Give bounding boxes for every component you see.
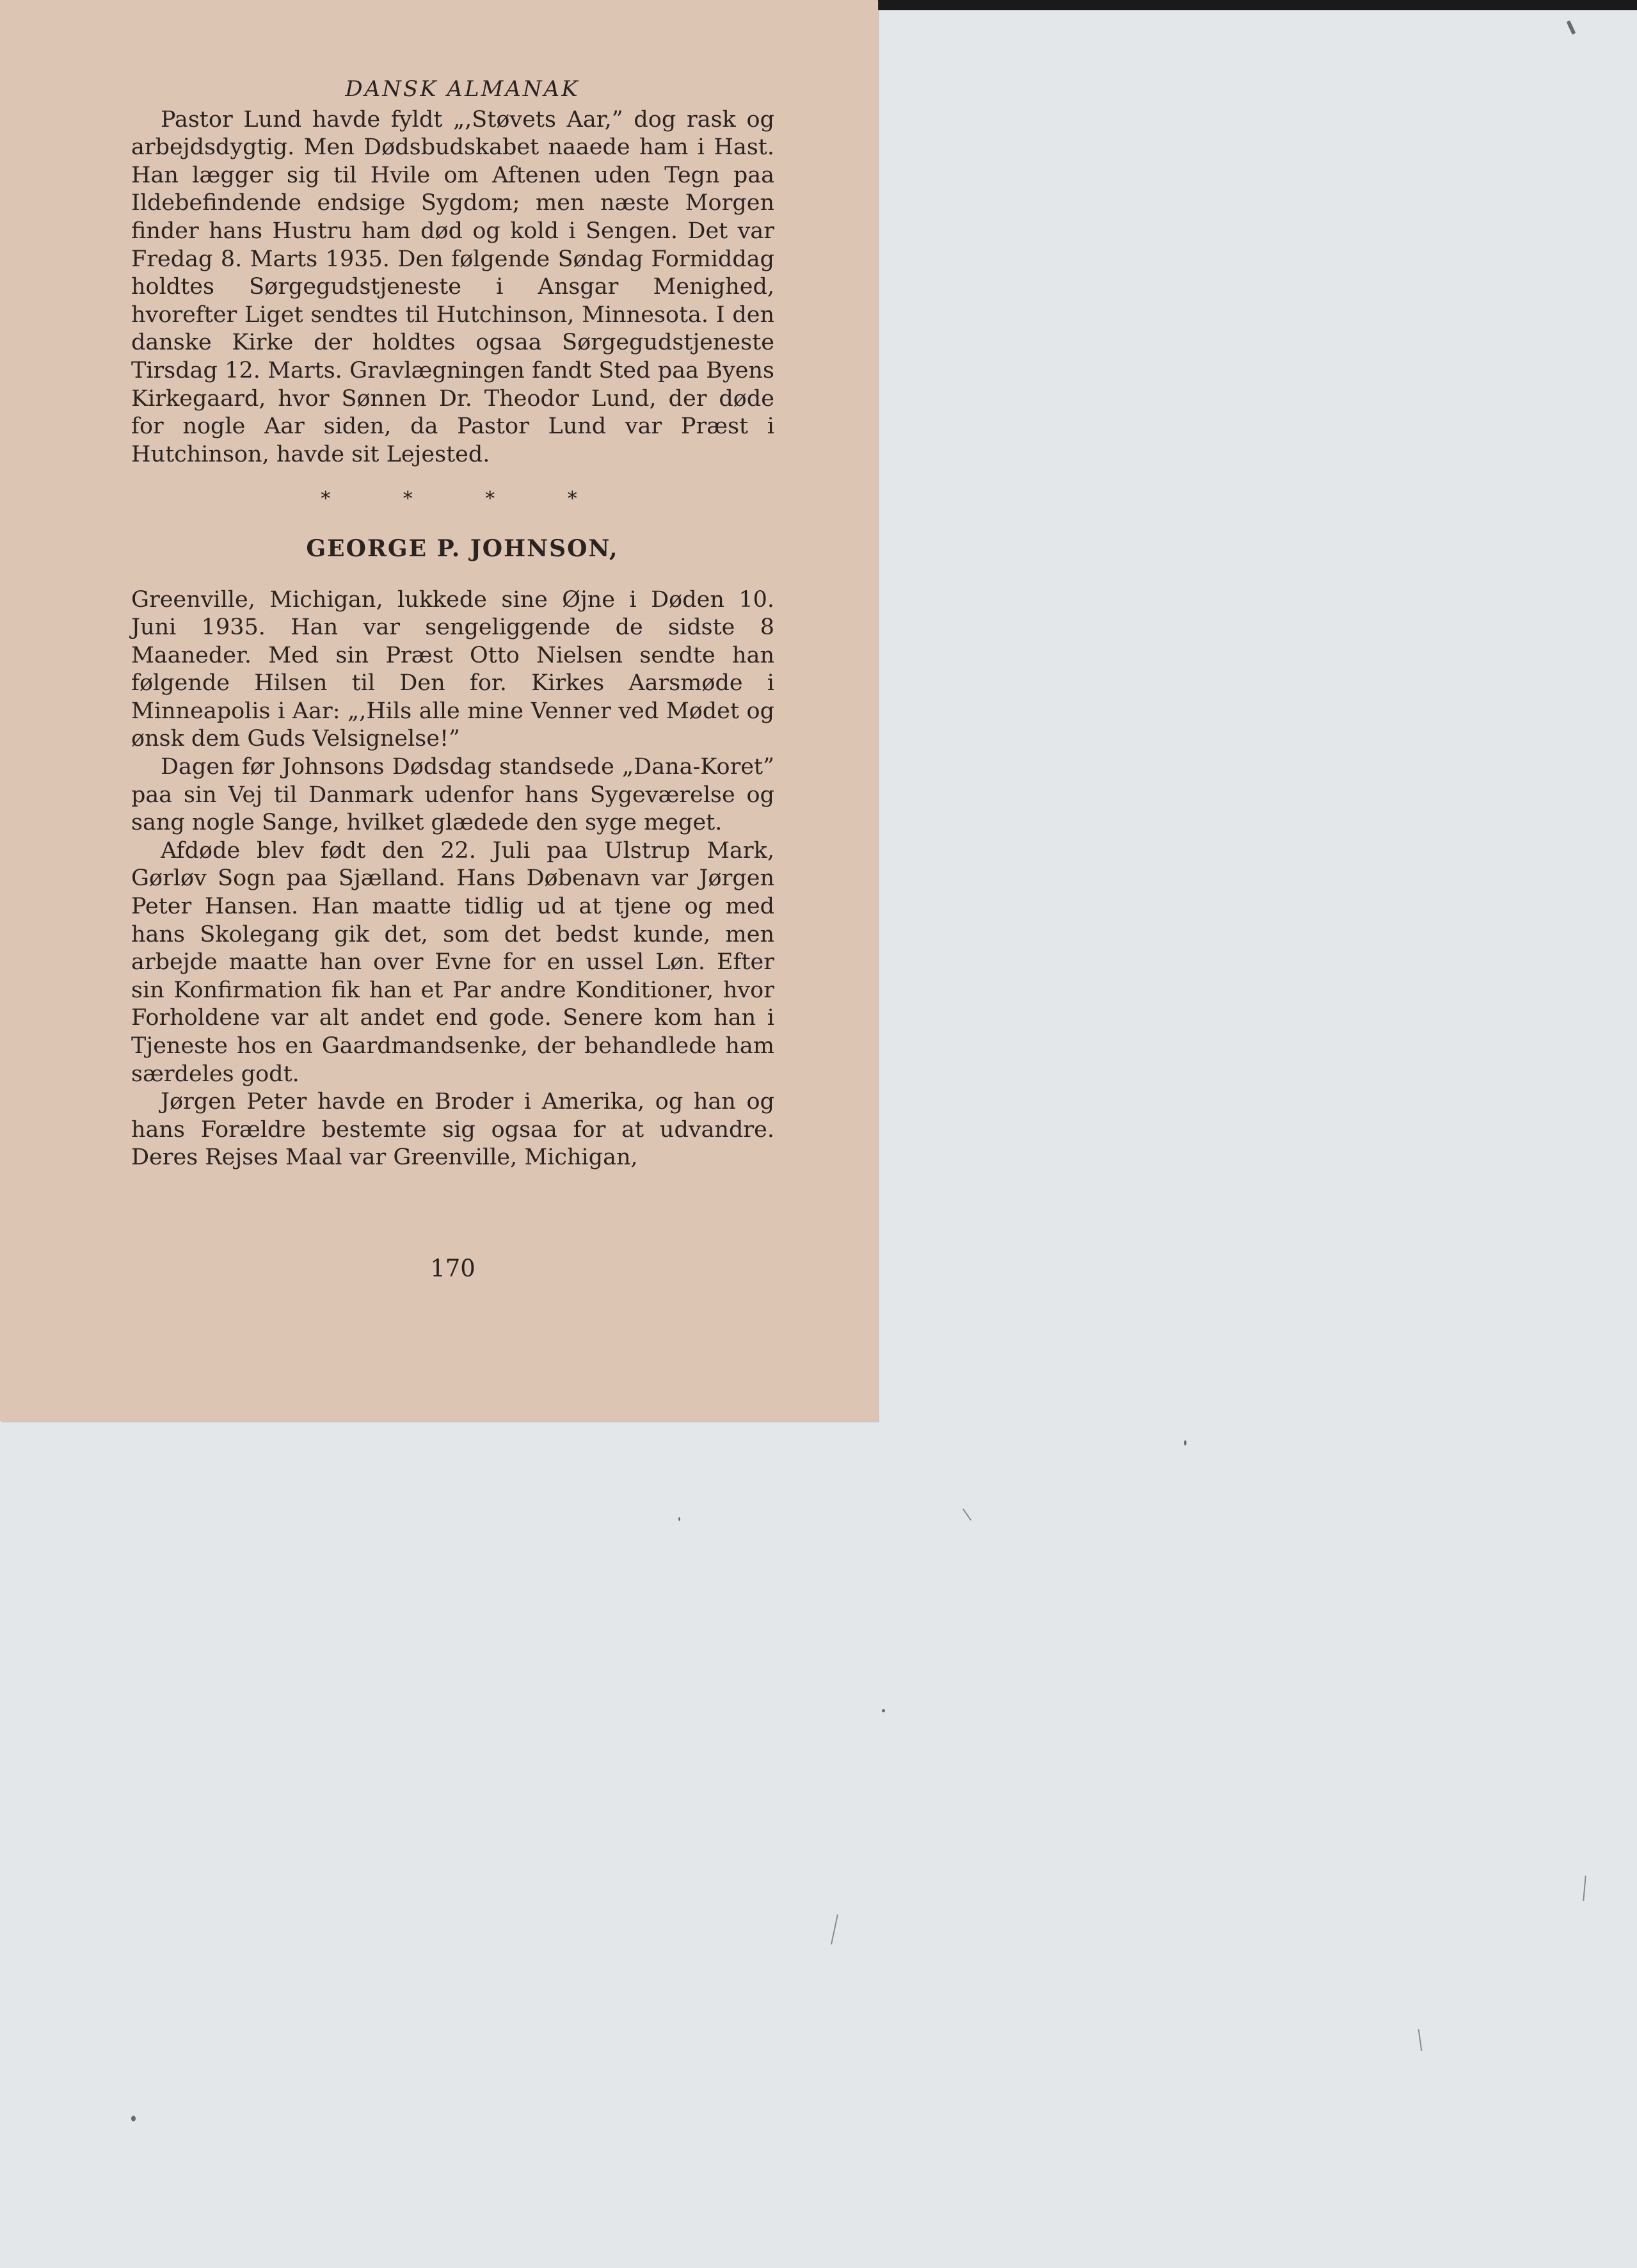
obituary-johnson-paragraph-1: Greenville, Michigan, lukkede sine Øjne i Døden 10. Juni 1935. Han var sengeliggende de sidste 8 Maaneder. Med sin Præst Otto Nielsen sendte han følgende Hilsen til Den for. Kirkes Aarsmøde i Minneapolis i Aar: „,Hils alle mine Venner ved Mødet og ønsk dem Guds Velsignelse!” [131, 586, 774, 752]
page-body [131, 76, 774, 1172]
obituary-johnson-paragraph-2: Dagen før Johnsons Dødsdag standsede „Dana-Koret” paa sin Vej til Danmark udenfor hans Sygeværelse og sang nogle Sange, hvilket glædede den syge meget. [131, 754, 774, 836]
section-ornament: * * * * [321, 488, 611, 511]
dust-speck [678, 1517, 680, 1521]
obituary-heading: GEORGE P. JOHNSON, [306, 535, 619, 562]
obituary-johnson-paragraph-4: Jørgen Peter havde en Broder i Amerika, og han og hans Forældre bestemte sig ogsaa for at udvandre. Deres Rejses Maal var Greenville, Michigan, [131, 1089, 774, 1171]
almanac-page-clipping [0, 0, 878, 1421]
page-number: 170 [430, 1255, 475, 1282]
dust-speck [131, 2116, 136, 2121]
running-head: DANSK ALMANAK [345, 76, 580, 102]
obituary-johnson-paragraph-3: Afdøde blev født den 22. Juli paa Ulstrup Mark, Gørløv Sogn paa Sjælland. Hans Døbenavn var Jørgen Peter Hansen. Han maatte tidlig ud at tjene og med hans Skolegang gik det, som det bedst kunde, men arbejde maatte han over Evne for en ussel Løn. Efter sin Konfirmation fik han et Par andre Konditioner, hvor Forholdene var alt andet end gode. Senere kom han i Tjeneste hos en Gaardmandsenke, der behandlede ham særdeles godt. [131, 837, 774, 1087]
dust-speck [1184, 1440, 1186, 1445]
dust-speck [882, 1709, 885, 1712]
obituary-lund-paragraph: Pastor Lund havde fyldt „,Støvets Aar,” dog rask og arbejdsdygtig. Men Dødsbudskabet naaede ham i Hast. Han lægger sig til Hvile om Aftenen uden Tegn paa Ildebefindende endsige Sygdom; men næste Morgen finder hans Hustru ham død og kold i Sengen. Det var Fredag 8. Marts 1935. Den følgende Søndag Formiddag holdtes Sørgegudstjeneste i Ansgar Menighed, hvorefter Liget sendtes til Hutchinson, Minnesota. I den danske Kirke der holdtes ogsaa Sørgegudstjeneste Tirsdag 12. Marts. Gravlægningen fandt Sted paa Byens Kirkegaard, hvor Sønnen Dr. Theodor Lund, der døde for nogle Aar siden, da Pastor Lund var Præst i Hutchinson, havde sit Lejested. [131, 106, 774, 467]
